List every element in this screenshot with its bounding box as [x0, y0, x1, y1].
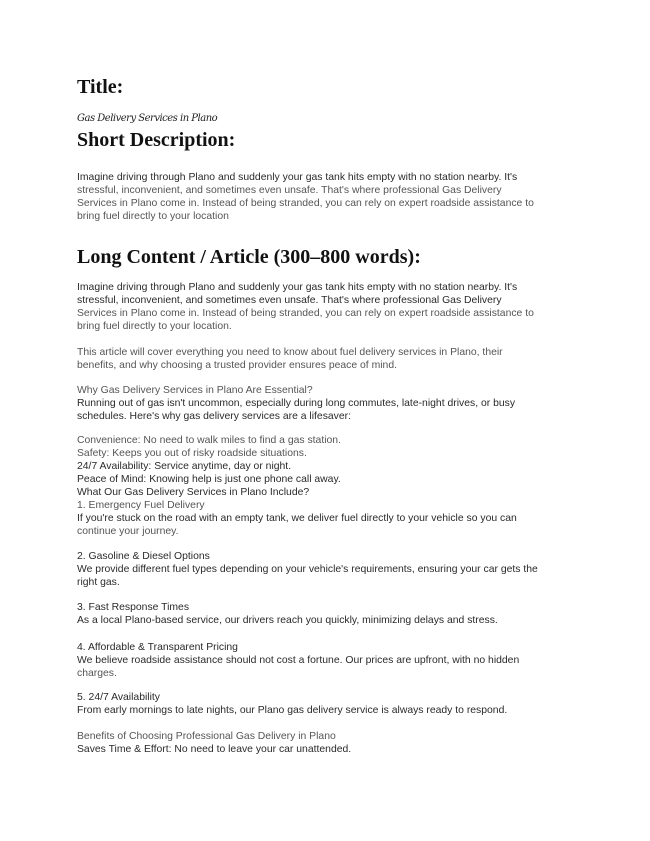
section-heading: Benefits of Choosing Professional Gas Delivery in Plano [77, 731, 336, 742]
text-line: From early mornings to late nights, our Plano gas delivery service is always ready to respond. [77, 705, 508, 716]
list-item: Convenience: No need to walk miles to find a gas station. [77, 435, 341, 446]
section-heading: Why Gas Delivery Services in Plano Are Essential? [77, 385, 313, 396]
text-line: benefits, and why choosing a trusted provider ensures peace of mind. [77, 360, 397, 371]
text-line: As a local Plano-based service, our drivers reach you quickly, minimizing delays and stress. [77, 615, 498, 626]
text-line: We believe roadside assistance should not cost a fortune. Our prices are upfront, with no hidden [77, 655, 520, 666]
text-line: bring fuel directly to your location. [77, 321, 232, 332]
short-description-paragraph [77, 171, 597, 223]
service-title: 1. Emergency Fuel Delivery [77, 500, 205, 511]
service-2 [77, 550, 597, 589]
text-line: We provide different fuel types depending on your vehicle's requirements, ensuring your car gets the [77, 564, 538, 575]
benefits-section [77, 730, 597, 756]
page-subtitle: Gas Delivery Services in Plano [77, 113, 218, 124]
text-line: Saves Time & Effort: No need to leave your car unattended. [77, 744, 352, 755]
article-cover [77, 346, 597, 372]
service-title: 4. Affordable & Transparent Pricing [77, 642, 238, 653]
service-title: 2. Gasoline & Diesel Options [77, 551, 210, 562]
text-line: stressful, inconvenient, and sometimes even unsafe. That's where professional Gas Delivery [77, 295, 502, 306]
article-intro [77, 281, 597, 333]
list-item: Peace of Mind: Knowing help is just one phone call away. [77, 474, 341, 485]
text-line: right gas. [77, 577, 120, 588]
short-description-heading: Short Description: [77, 129, 236, 151]
service-4 [77, 641, 597, 680]
section-heading: What Our Gas Delivery Services in Plano Include? [77, 487, 310, 498]
title-heading: Title: [77, 76, 124, 98]
text-line: Imagine driving through Plano and suddenly your gas tank hits empty with no station nearby. It's [77, 172, 518, 183]
text-line: charges. [77, 668, 117, 679]
text-line: If you're stuck on the road with an empty tank, we deliver fuel directly to your vehicle so you can [77, 513, 517, 524]
text-line: continue your journey. [77, 526, 179, 537]
text-line: This article will cover everything you need to know about fuel delivery services in Plano, their [77, 347, 503, 358]
text-line: schedules. Here's why gas delivery services are a lifesaver: [77, 411, 351, 422]
text-line: Running out of gas isn't uncommon, especially during long commutes, late-night drives, or busy [77, 398, 516, 409]
text-line: Services in Plano come in. Instead of being stranded, you can rely on expert roadside assistance to [77, 198, 534, 209]
text-line: bring fuel directly to your location [77, 211, 229, 222]
long-content-heading: Long Content / Article (300–800 words): [77, 246, 421, 268]
article-benefits-list [77, 434, 597, 538]
service-title: 5. 24/7 Availability [77, 692, 160, 703]
service-3 [77, 601, 597, 627]
text-line: Imagine driving through Plano and suddenly your gas tank hits empty with no station nearby. It's [77, 282, 518, 293]
text-line: Services in Plano come in. Instead of being stranded, you can rely on expert roadside assistance to [77, 308, 534, 319]
list-item: Safety: Keeps you out of risky roadside situations. [77, 448, 307, 459]
text-line: stressful, inconvenient, and sometimes even unsafe. That's where professional Gas Delivery [77, 185, 502, 196]
article-why-section [77, 384, 597, 423]
service-5 [77, 691, 597, 717]
list-item: 24/7 Availability: Service anytime, day or night. [77, 461, 292, 472]
service-title: 3. Fast Response Times [77, 602, 190, 613]
